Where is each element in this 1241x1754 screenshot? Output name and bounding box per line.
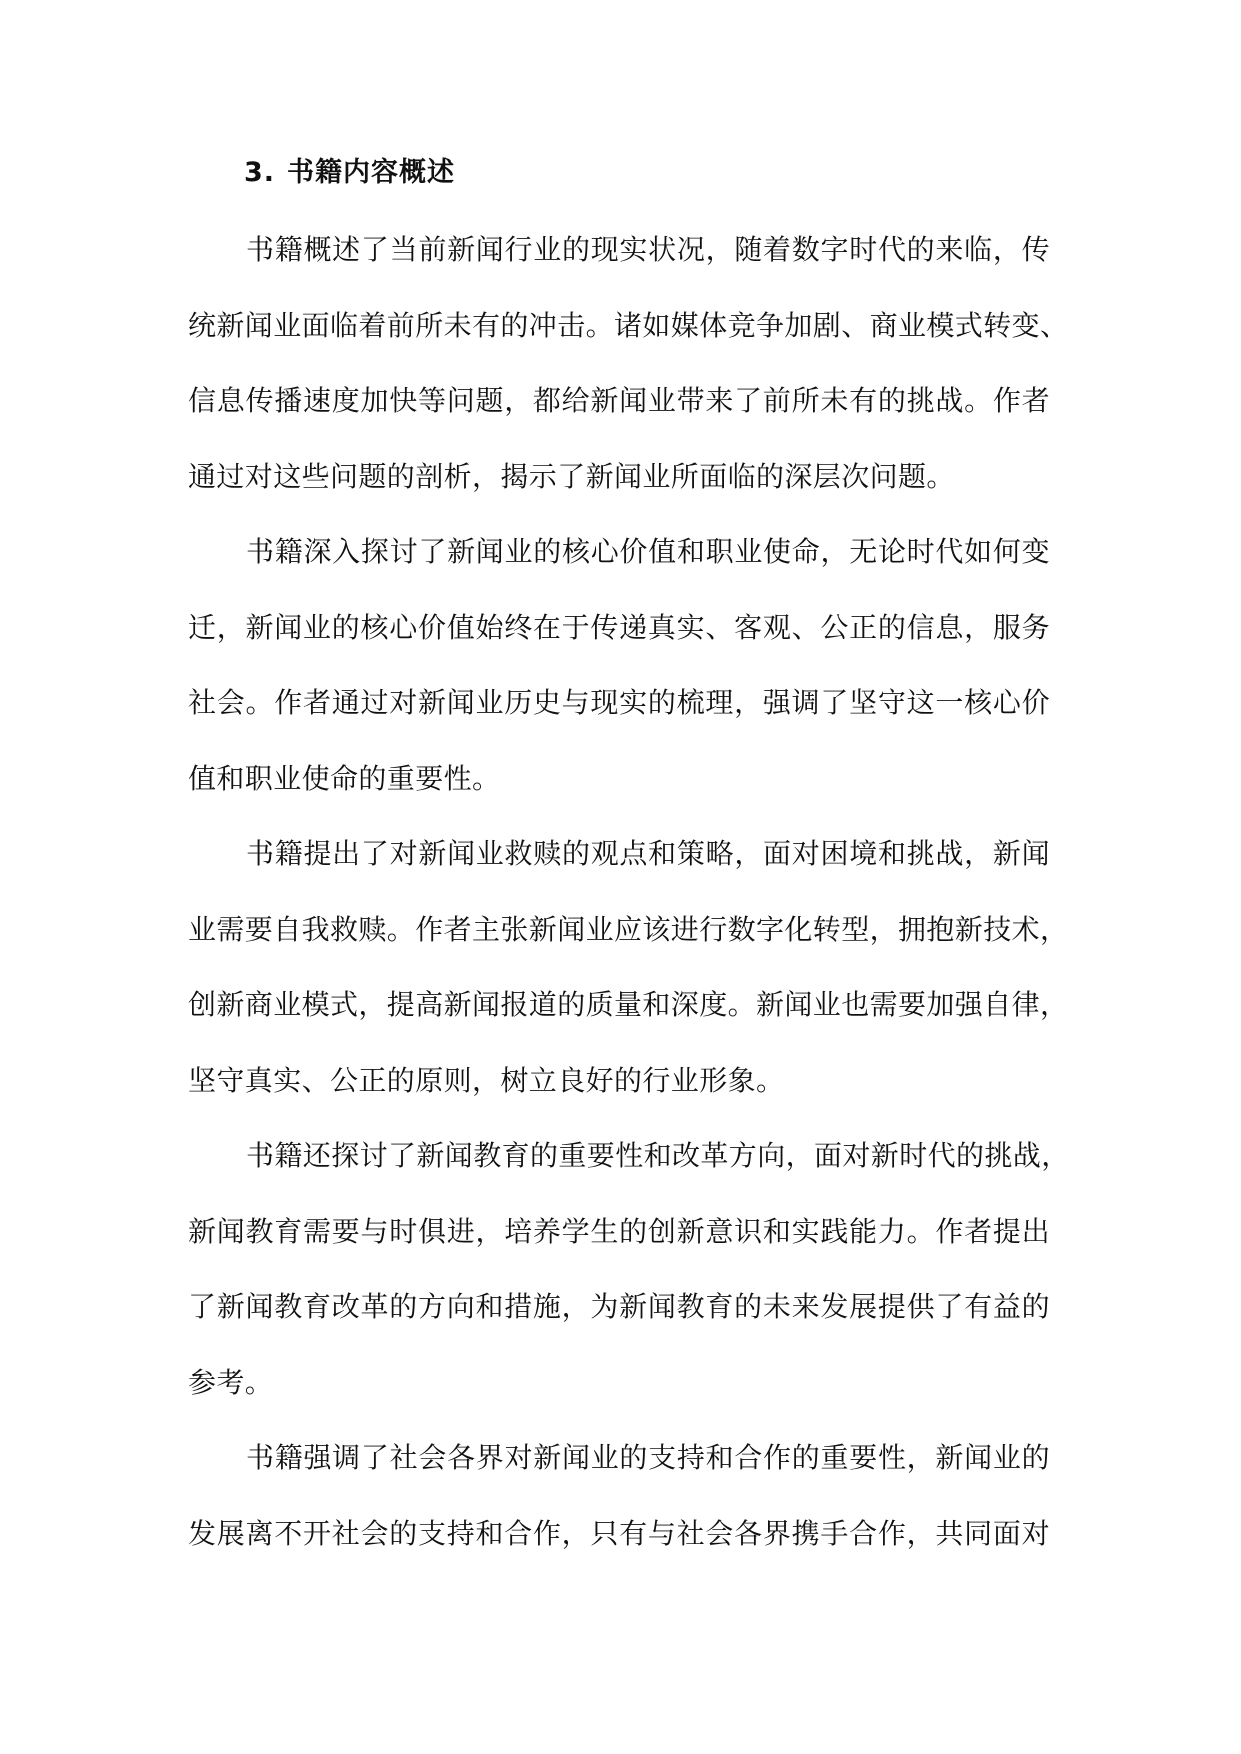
paragraph-line: 书籍深入探讨了新闻业的核心价值和职业使命，无论时代如何变 — [246, 535, 1050, 568]
paragraph-line: 通过对这些问题的剖析，揭示了新闻业所面临的深层次问题。 — [188, 459, 955, 493]
document-page — [188, 140, 1070, 1571]
paragraph-line: 书籍强调了社会各界对新闻业的支持和合作的重要性，新闻业的 — [246, 1441, 1050, 1474]
paragraph-line: 值和职业使命的重要性。 — [188, 761, 501, 795]
paragraph-line: 创新商业模式，提高新闻报道的质量和深度。新闻业也需要加强自律， — [188, 988, 1069, 1021]
paragraph-line: 统新闻业面临着前所未有的冲击。诸如媒体竞争加剧、商业模式转变、 — [188, 308, 1069, 342]
paragraph-line: 迁，新闻业的核心价值始终在于传递真实、客观、公正的信息，服务 — [188, 610, 1050, 644]
section-number: 3. — [244, 157, 276, 188]
paragraph-line: 新闻教育需要与时俱进，培养学生的创新意识和实践能力。作者提出 — [188, 1214, 1050, 1248]
paragraph — [188, 1118, 1070, 1420]
paragraph — [188, 212, 1069, 514]
paragraph-line: 书籍提出了对新闻业救赎的观点和策略，面对困境和挑战，新闻 — [246, 837, 1050, 870]
paragraph-line: 了新闻教育改革的方向和措施，为新闻教育的未来发展提供了有益的 — [188, 1290, 1050, 1323]
paragraph-line: 发展离不开社会的支持和合作，只有与社会各界携手合作，共同面对 — [188, 1516, 1050, 1550]
paragraph-line: 书籍概述了当前新闻行业的现实状况，随着数字时代的来临，传 — [246, 233, 1050, 266]
paragraph — [188, 1420, 1050, 1571]
section-title: 书籍内容概述 — [287, 157, 456, 188]
paragraph — [188, 514, 1050, 816]
paragraph-line: 社会。作者通过对新闻业历史与现实的梳理，强调了坚守这一核心价 — [188, 686, 1050, 719]
paragraph-line: 业需要自我救赎。作者主张新闻业应该进行数字化转型，拥抱新技术， — [188, 912, 1069, 946]
paragraph-line: 书籍还探讨了新闻教育的重要性和改革方向，面对新时代的挑战， — [246, 1139, 1070, 1172]
section-heading — [244, 140, 1050, 206]
paragraph-line: 参考。 — [188, 1365, 274, 1399]
paragraph-line: 信息传播速度加快等问题，都给新闻业带来了前所未有的挑战。作者 — [188, 384, 1050, 417]
paragraph — [188, 816, 1069, 1118]
paragraph-line: 坚守真实、公正的原则，树立良好的行业形象。 — [188, 1063, 785, 1097]
